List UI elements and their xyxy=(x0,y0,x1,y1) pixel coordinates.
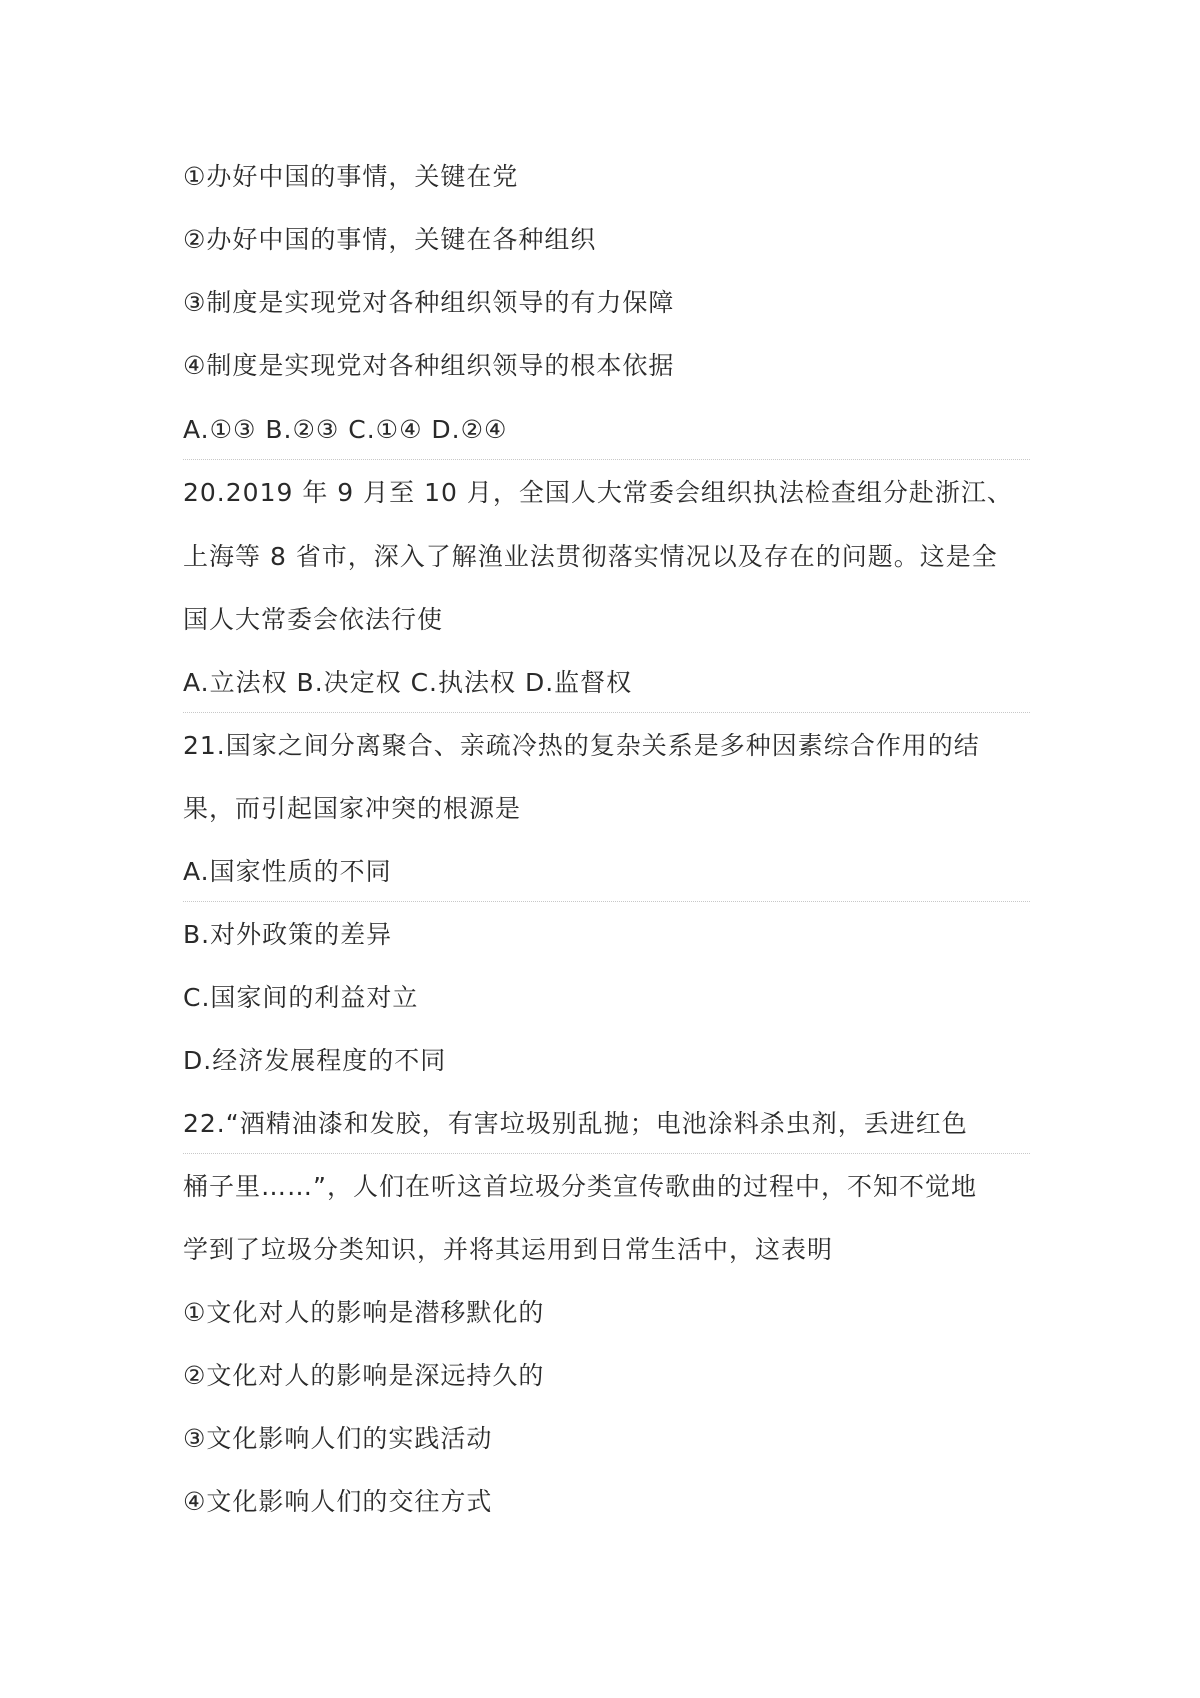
q20-choices: A.立法权 B.决定权 C.执法权 D.监督权 xyxy=(183,668,633,697)
q22-stem-line-3: 学到了垃圾分类知识，并将其运用到日常生活中，这表明 xyxy=(183,1235,834,1264)
q21-option-b: B.对外政策的差异 xyxy=(183,920,393,949)
q19-option-3: ③制度是实现党对各种组织领导的有力保障 xyxy=(183,288,675,317)
separator xyxy=(183,1153,1030,1154)
q21-stem-line-2: 果，而引起国家冲突的根源是 xyxy=(183,794,522,823)
q19-choices: A.①③ B.②③ C.①④ D.②④ xyxy=(183,415,508,444)
q22-option-4: ④文化影响人们的交往方式 xyxy=(183,1487,493,1516)
q21-stem-line-1: 21.国家之间分离聚合、亲疏冷热的复杂关系是多种因素综合作用的结 xyxy=(183,731,980,760)
q22-stem-line-1: 22.“酒精油漆和发胶，有害垃圾别乱抛；电池涂料杀虫剂，丢进红色 xyxy=(183,1109,968,1138)
q21-option-a: A.国家性质的不同 xyxy=(183,857,392,886)
q22-option-2: ②文化对人的影响是深远持久的 xyxy=(183,1361,545,1390)
q22-option-3: ③文化影响人们的实践活动 xyxy=(183,1424,493,1453)
separator xyxy=(183,459,1030,460)
q20-stem-line-2: 上海等 8 省市，深入了解渔业法贯彻落实情况以及存在的问题。这是全 xyxy=(183,542,998,571)
q22-option-1: ①文化对人的影响是潜移默化的 xyxy=(183,1298,545,1327)
q20-stem-line-3: 国人大常委会依法行使 xyxy=(183,605,444,634)
q21-option-d: D.经济发展程度的不同 xyxy=(183,1046,447,1075)
q20-stem-line-1: 20.2019 年 9 月至 10 月，全国人大常委会组织执法检查组分赴浙江、 xyxy=(183,478,1013,507)
q21-option-c: C.国家间的利益对立 xyxy=(183,983,419,1012)
q19-option-4: ④制度是实现党对各种组织领导的根本依据 xyxy=(183,351,675,380)
q22-stem-line-2: 桶子里……”，人们在听这首垃圾分类宣传歌曲的过程中，不知不觉地 xyxy=(183,1172,977,1201)
q19-option-2: ②办好中国的事情，关键在各种组织 xyxy=(183,225,597,254)
q19-option-1: ①办好中国的事情，关键在党 xyxy=(183,162,519,191)
separator xyxy=(183,901,1030,902)
separator xyxy=(183,712,1030,713)
